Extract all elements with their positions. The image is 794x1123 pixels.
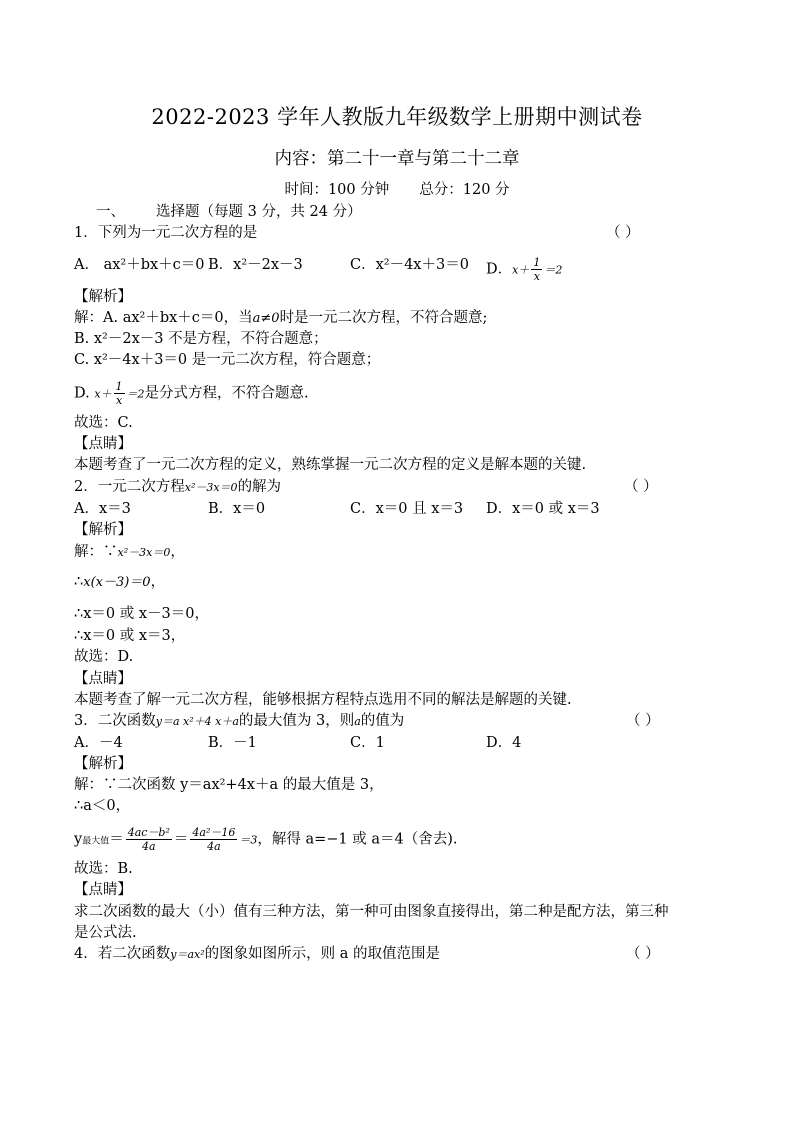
q3-solution-line-1: 解：∵二次函数 y＝ax²+4x＋a 的最大值是 3， <box>74 777 384 793</box>
exam-score: 总分：120 分 <box>419 182 510 198</box>
q3-answer-blank: （ ） <box>626 713 660 729</box>
q1-comment: 本题考查了一元二次方程的定义，熟练掌握一元二次方程的定义是解本题的关键. <box>74 457 587 473</box>
q3-sol3-eq3: ＝3 <box>239 833 258 847</box>
q1-sol1-post: 时是一元二次方程，不符合题意; <box>279 310 488 326</box>
q3-solution-line-2: ∴a＜0， <box>74 798 131 814</box>
q2-option-c: C．x＝0 且 x＝3 <box>350 501 464 517</box>
q3-sol3-eq1: ＝ <box>109 831 124 848</box>
q2-option-d: D．x＝0 或 x＝3 <box>486 501 600 517</box>
q1-sol4-math-post: ＝2 <box>126 387 145 401</box>
q3-solution-line-3 <box>74 826 458 853</box>
q2-comment: 本题考查了解一元二次方程，能够根据方程特点选用不同的解法是解题的关键. <box>74 692 572 708</box>
q3-comment-line-2: 是公式法. <box>74 925 137 941</box>
exam-info <box>0 181 794 199</box>
q2-sol1-text: 解：∵ <box>74 544 118 560</box>
exam-time: 时间：100 分钟 <box>284 182 390 198</box>
q1-answer: 故选：C. <box>74 415 133 431</box>
q1-solution-line-4 <box>74 380 309 407</box>
q3-option-a: A．－4 <box>74 735 123 751</box>
q2-analysis-tag: 【解析】 <box>74 522 132 538</box>
q1-sol4-math-pre: x＋ <box>94 387 112 401</box>
q1-sol4-fraction <box>114 380 125 407</box>
q3-sol3-subscript: 最大值 <box>82 836 110 847</box>
q1-sol4-label: D. <box>74 385 90 402</box>
q1-option-d-fraction <box>531 256 542 283</box>
q2-sol2-math: x(x－3)＝0 <box>83 575 151 590</box>
q2-sol2-post: ， <box>150 574 166 590</box>
q3-option-d: D．4 <box>486 735 522 751</box>
q2-stem-math: x²－3x＝0 <box>184 481 238 494</box>
q2-sol1-post: ， <box>170 544 185 560</box>
q1-sol1-math: a≠0 <box>252 311 280 326</box>
q1-solution-line-1 <box>74 309 487 328</box>
section-title: 选择题（每题 3 分，共 24 分） <box>156 204 362 220</box>
frac-denominator: x <box>115 394 123 407</box>
q2-solution-line-2 <box>74 573 165 592</box>
q1-option-b: B．x²－2x－3 <box>208 257 303 273</box>
frac-denominator: 4a <box>142 840 156 853</box>
q3-answer: 故选：B. <box>74 861 133 877</box>
q2-sol2-text: ∴ <box>74 574 84 590</box>
q3-sol3-post: ，解得 a=−1 或 a＝4（舍去). <box>257 831 458 848</box>
q2-answer-blank: （ ） <box>624 479 658 495</box>
q1-sol1-text: 解：A. ax²＋bx＋c＝0，当 <box>74 310 253 326</box>
q3-stem-math2: a <box>354 715 361 728</box>
q4-answer-blank: （ ） <box>626 946 660 962</box>
q3-comment-tag: 【点睛】 <box>74 882 132 898</box>
q2-stem-post: 的解为 <box>237 479 282 495</box>
q1-option-d <box>486 256 562 283</box>
frac-numerator: 1 <box>115 380 123 393</box>
q4-stem-text: 4．若二次函数 <box>74 946 171 962</box>
q2-answer: 故选：D. <box>74 649 134 665</box>
q3-analysis-tag: 【解析】 <box>74 756 132 772</box>
q2-stem-text: 2．一元二次方程 <box>74 479 185 495</box>
q1-answer-blank: （ ） <box>606 225 640 241</box>
q2-option-b: B．x＝0 <box>208 501 266 517</box>
frac-denominator: 4a <box>207 840 221 853</box>
q1-option-a: A． ax²＋bx＋c＝0 <box>74 257 205 273</box>
q3-stem-math: y＝a x²＋4 x＋a <box>155 715 239 728</box>
q3-option-b: B．－1 <box>208 735 257 751</box>
frac-numerator: 4a²－16 <box>192 826 236 839</box>
q1-option-d-math-post: ＝2 <box>544 263 563 277</box>
q3-comment-line-1: 求二次函数的最大（小）值有三种方法，第一种可由图象直接得出，第二种是配方法，第三种 <box>74 904 669 920</box>
q1-option-d-math-pre: x＋ <box>512 263 530 277</box>
frac-numerator: 4ac－b² <box>127 826 170 839</box>
q3-sol3-y: y <box>74 831 83 848</box>
q2-comment-tag: 【点睛】 <box>74 671 132 687</box>
q1-solution-line-3: C. x²－4x＋3＝0 是一元二次方程，符合题意； <box>74 352 381 368</box>
q3-stem <box>74 712 404 731</box>
q1-sol4-post: 是分式方程，不符合题意. <box>144 385 309 402</box>
q3-stem-post: 的值为 <box>360 713 405 729</box>
frac-denominator: x <box>533 270 540 283</box>
q4-stem-post: 的图象如图所示，则 a 的取值范围是 <box>204 946 440 962</box>
q1-solution-line-2: B. x²－2x－3 不是方程，不符合题意； <box>74 331 328 347</box>
q3-sol3-fraction-1 <box>126 826 172 853</box>
q2-solution-line-1 <box>74 543 185 562</box>
q3-stem-text: 3．二次函数 <box>74 713 156 729</box>
q3-stem-mid: 的最大值为 3，则 <box>238 713 355 729</box>
q1-comment-tag: 【点睛】 <box>74 436 132 452</box>
q4-stem <box>74 945 440 964</box>
q1-analysis-tag: 【解析】 <box>74 289 132 305</box>
page-subtitle: 内容：第二十一章与第二十二章 <box>274 149 520 169</box>
q1-option-d-label: D． <box>486 261 513 278</box>
frac-numerator: 1 <box>533 256 541 269</box>
q3-option-c: C．1 <box>350 735 385 751</box>
page-title: 2022-2023 学年人教版九年级数学上册期中测试卷 <box>151 105 643 129</box>
q4-stem-math: y＝ax² <box>170 948 205 961</box>
q2-stem <box>74 478 281 497</box>
q2-option-a: A．x＝3 <box>74 501 131 517</box>
q3-sol3-eq2: ＝ <box>173 831 189 848</box>
q2-solution-line-3: ∴x＝0 或 x－3＝0， <box>74 606 209 622</box>
section-label: 一、 <box>96 204 125 220</box>
q2-sol1-math: x²－3x＝0 <box>117 546 171 559</box>
q3-sol3-fraction-2 <box>190 826 237 853</box>
q2-solution-line-4: ∴x＝0 或 x＝3， <box>74 628 186 644</box>
q1-stem: 1．下列为一元二次方程的是 <box>74 225 258 241</box>
q1-option-c: C．x²－4x＋3＝0 <box>350 257 469 273</box>
